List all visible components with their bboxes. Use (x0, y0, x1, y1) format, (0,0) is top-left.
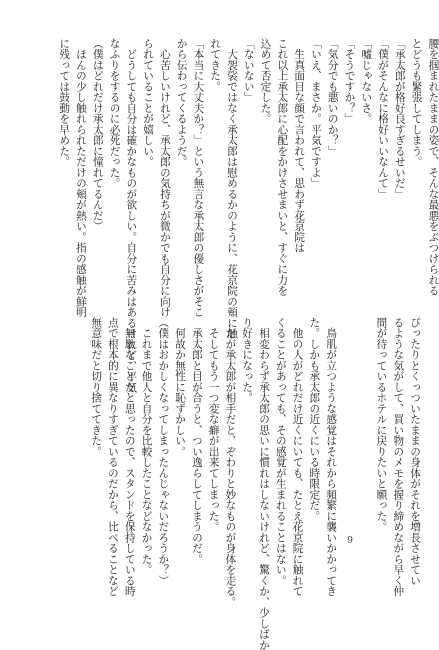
text-line: 生真面目な顔で言われて、思わず花京院は (293, 38, 306, 253)
text-line: 腰を掴まれたままの姿で、そんな最悪をぶつけられる (427, 38, 439, 296)
text-line: 「そうですか？」 (343, 38, 356, 124)
text-line: くることがあっても、その感覚が生まれることはない。 (274, 317, 287, 586)
text-line: るような気がして、買い物のメモを握り締めながら早く仲 (392, 317, 405, 597)
text-line: から伝わってくるようだ。 (175, 38, 188, 167)
text-line: 「ないない」 (242, 38, 255, 103)
text-line: 「承太郎が格好良すぎるせいだ」 (393, 38, 406, 200)
text-line: れてきた。 (209, 38, 222, 92)
text-line: だが承太郎が相手だと、ぞわりと妙なものが身体を走る。 (224, 317, 237, 608)
text-line: どうしても自分は確かなものが欲しい。自分に苦みはあるけれど、平気 (125, 38, 138, 393)
text-line: 「嘘じゃないさ。 (360, 38, 373, 124)
text-line: 無駄なことだと思ったので、スタンドを保持している時 (123, 317, 136, 597)
text-line: ぴったりとくっついたままの身体がそれを増長させてい (409, 317, 422, 586)
text-line: ほんの少し触れられただけの頬が熱い。指の感触が鮮明 (74, 38, 87, 318)
text-line: そしてもう一つ変な癖が出来てしまった。 (207, 317, 220, 532)
text-line: 鳥肌が立つような感覚はそれから頻繁に襲いかかってき (325, 317, 338, 597)
text-line: 「本当に大丈夫か？」という無言な承太郎の優しさがそこ (192, 38, 205, 318)
text-line: 「いえ、まさか。平気ですよ」 (309, 38, 322, 189)
text-line: 心苦しいけれど、承太郎の気持ちが微かでも自分に向け (158, 38, 171, 318)
text-line: （僕はどれだけ承太郎に憧れてるんだ） (91, 38, 104, 232)
text-line: とどうも緊張してしまう。 (410, 38, 423, 167)
text-line: 点で根本的に異なりすぎているのだから、比べることなど (106, 317, 119, 597)
text-line: り好きになった。 (241, 317, 254, 403)
text-line: 無意味だと切り捨ててきた。 (90, 317, 103, 457)
text-line: 間が待っているホテルに戻りたいと願った。 (375, 317, 388, 532)
text-line: なふりをするのに必死だった。 (108, 38, 121, 189)
text-line: 他の人がどれだけ近くにいても、たとえ花京院に触れて (291, 317, 304, 597)
text-line: これまで他人と自分を比較したことなどなかった。 (140, 317, 153, 575)
text-line: 何故か無性に恥ずかしい。 (174, 317, 187, 457)
text-line: 込めて否定した。 (259, 38, 272, 124)
text-line: た。しかも承太郎の近くにいる時限定だ。 (308, 317, 321, 522)
text-line: これ以上承太郎に心配をかけさせまいと、すぐに力を (276, 38, 289, 296)
text-line: （僕はおかしくなってしまったんじゃないだろうか？） (157, 317, 170, 586)
text-line: 大袈裟ではなく承太郎は慰めるかのように、花京院の頬に触 (226, 38, 238, 339)
bottom-text-block (90, 317, 422, 650)
page-number: 9 (347, 536, 353, 546)
text-line: 相変わらず承太郎の思いに慣れはしないけれど、驚くか、少しばか (258, 317, 270, 650)
text-line: に残っては鼓動を早めた。 (58, 38, 71, 167)
text-line: 「気分でも悪いのか？」 (326, 38, 339, 157)
text-line: 承太郎と目が合うと、つい逸らしてしまうのだ。 (190, 317, 203, 565)
text-line: 「僕がそんなに格好いいなんて」 (377, 38, 390, 200)
text-line: られていることが嬉しい。 (142, 38, 155, 167)
